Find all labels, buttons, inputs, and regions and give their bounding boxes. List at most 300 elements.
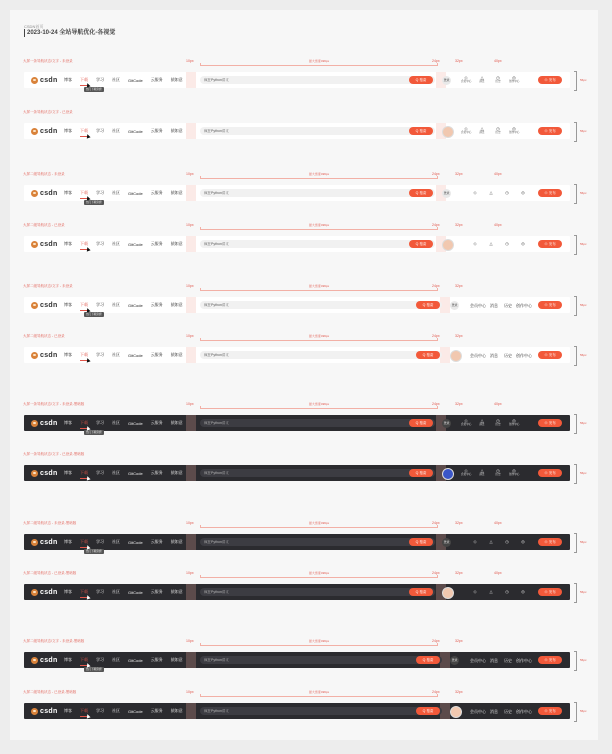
search-button[interactable]: Q 搜索	[409, 127, 433, 135]
nav-item-5[interactable]: 云服务	[150, 241, 163, 246]
nav-bar	[24, 297, 570, 313]
nav-item-6[interactable]: 猿如意	[170, 539, 183, 544]
diamond-icon[interactable]	[470, 539, 480, 549]
nav-item-3[interactable]: 社区	[112, 708, 120, 713]
measure-line	[200, 178, 438, 179]
search-input[interactable]	[200, 189, 435, 197]
bulb-icon[interactable]	[518, 589, 528, 599]
nav-item-6[interactable]: 猿如意	[170, 657, 183, 662]
nav-item-5[interactable]: 云服务	[150, 470, 163, 475]
logo-text: csdn	[40, 588, 58, 596]
measure-tick	[437, 694, 438, 697]
bell-icon-glyph: △	[489, 190, 493, 195]
nav-bar	[24, 652, 570, 668]
search-button[interactable]: Q 搜索	[416, 707, 440, 715]
download-tooltip: 热门下载资源	[86, 313, 102, 316]
bulb-icon[interactable]	[509, 75, 519, 85]
search-button[interactable]: Q 搜索	[409, 419, 433, 427]
avatar[interactable]	[442, 239, 454, 251]
search-placeholder: 疯狂Python讲义	[204, 471, 229, 475]
bell-icon[interactable]	[486, 539, 496, 549]
publish-button[interactable]: ⊕ 发布	[538, 76, 562, 84]
search-button[interactable]: Q 搜索	[409, 189, 433, 197]
bulb-icon[interactable]	[518, 190, 528, 200]
nav-text-link-3[interactable]: 创作中心	[516, 709, 532, 714]
measure-tick	[437, 525, 438, 528]
nav-item-1[interactable]: 下载	[80, 420, 88, 425]
bell-icon-glyph: △	[480, 418, 484, 423]
search-input[interactable]	[200, 469, 435, 477]
main-nav	[64, 584, 183, 600]
publish-button[interactable]: ⊕ 发布	[538, 301, 562, 309]
nav-item-4[interactable]: GitCode	[128, 539, 143, 545]
icon-label: 历史	[495, 423, 501, 426]
publish-button[interactable]: ⊕ 发布	[538, 419, 562, 427]
nav-item-5[interactable]: 云服务	[150, 77, 163, 82]
search-button[interactable]: Q 搜索	[416, 656, 440, 664]
search-input[interactable]	[200, 538, 435, 546]
nav-item-3[interactable]: 社区	[112, 589, 120, 594]
diamond-icon[interactable]	[461, 468, 471, 478]
main-nav	[64, 297, 183, 313]
bell-icon[interactable]	[477, 75, 487, 85]
publish-button[interactable]: ⊕ 发布	[538, 240, 562, 248]
variant-label: 大屏二级导航状态 - 已登录-黑暗版	[23, 690, 77, 694]
nav-item-0[interactable]: 博客	[64, 77, 72, 82]
spacing-marker	[186, 534, 196, 550]
search-placeholder: 疯狂Python讲义	[204, 353, 229, 357]
clock-icon[interactable]	[502, 539, 512, 549]
measure-text: 最大宽度496px	[308, 402, 330, 406]
csdn-logo[interactable]	[31, 189, 58, 197]
nav-item-5[interactable]: 云服务	[150, 589, 163, 594]
logo-icon	[31, 352, 38, 359]
measure-24: 24px	[432, 172, 440, 176]
nav-item-6[interactable]: 猿如意	[170, 352, 183, 357]
nav-item-5[interactable]: 云服务	[150, 539, 163, 544]
nav-item-1[interactable]: 下载	[80, 352, 88, 357]
nav-text-link-2[interactable]: 历史	[504, 353, 512, 358]
nav-item-1[interactable]: 下载	[80, 589, 88, 594]
measure-tick	[200, 643, 201, 646]
height-label: 56px	[580, 658, 587, 662]
nav-item-4[interactable]: GitCode	[128, 77, 143, 83]
avatar[interactable]	[442, 126, 454, 138]
csdn-logo[interactable]	[31, 301, 58, 309]
measure-tick	[200, 575, 201, 578]
search-input[interactable]	[200, 127, 435, 135]
clock-icon-glyph: ◷	[505, 241, 509, 246]
publish-button[interactable]: ⊕ 发布	[538, 127, 562, 135]
nav-item-4[interactable]: GitCode	[128, 302, 143, 308]
logo-icon	[31, 420, 38, 427]
diamond-icon-glyph: ◇	[464, 75, 468, 80]
nav-item-6[interactable]: 猿如意	[170, 77, 183, 82]
clock-icon[interactable]	[493, 126, 503, 136]
measure-text: 最大宽度496px	[308, 521, 330, 525]
measure-24: 24px	[432, 59, 440, 63]
nav-item-6[interactable]: 猿如意	[170, 420, 183, 425]
diamond-icon[interactable]	[470, 589, 480, 599]
nav-item-1[interactable]: 下载	[80, 302, 88, 307]
nav-item-4[interactable]: GitCode	[128, 589, 143, 595]
nav-text-link-3[interactable]: 创作中心	[516, 303, 532, 308]
nav-item-0[interactable]: 博客	[64, 420, 72, 425]
logo-text: csdn	[40, 419, 58, 427]
measure-24: 24px	[432, 402, 440, 406]
diamond-icon[interactable]	[470, 190, 480, 200]
search-input[interactable]	[200, 351, 442, 359]
diamond-icon-glyph: ◇	[464, 126, 468, 131]
bulb-icon-glyph: ◎	[512, 126, 516, 131]
measure-line	[200, 65, 438, 66]
nav-item-1[interactable]: 下载	[80, 241, 88, 246]
logo-text: csdn	[40, 538, 58, 546]
nav-item-2[interactable]: 学习	[96, 589, 104, 594]
search-input[interactable]	[200, 240, 435, 248]
publish-button[interactable]: ⊕ 发布	[538, 351, 562, 359]
measure-tick	[437, 406, 438, 409]
logo-icon	[31, 302, 38, 309]
measure-32: 32px	[455, 172, 463, 176]
search-button[interactable]: Q 搜索	[409, 76, 433, 84]
logo-text: csdn	[40, 707, 58, 715]
nav-text-link-0[interactable]: 会员中心	[470, 658, 486, 663]
csdn-logo[interactable]	[31, 76, 58, 84]
bulb-icon[interactable]	[509, 468, 519, 478]
login-button[interactable]: 登录	[442, 538, 451, 547]
csdn-logo[interactable]	[31, 538, 58, 546]
csdn-logo[interactable]	[31, 707, 58, 715]
main-nav	[64, 185, 183, 201]
nav-bar	[24, 236, 570, 252]
nav-item-5[interactable]: 云服务	[150, 420, 163, 425]
nav-item-0[interactable]: 博客	[64, 539, 72, 544]
icon-label: 历史	[495, 80, 501, 83]
nav-item-2[interactable]: 学习	[96, 128, 104, 133]
nav-item-4[interactable]: GitCode	[128, 241, 143, 247]
bell-icon[interactable]	[477, 468, 487, 478]
measure-24: 24px	[432, 690, 440, 694]
nav-item-4[interactable]: GitCode	[128, 128, 143, 134]
nav-item-5[interactable]: 云服务	[150, 657, 163, 662]
clock-icon[interactable]	[493, 418, 503, 428]
nav-text-link-0[interactable]: 会员中心	[470, 709, 486, 714]
nav-text-link-2[interactable]: 历史	[504, 709, 512, 714]
diamond-icon[interactable]	[470, 241, 480, 251]
nav-item-2[interactable]: 学习	[96, 352, 104, 357]
logo-text: csdn	[40, 656, 58, 664]
nav-text-link-1[interactable]: 消息	[490, 353, 498, 358]
avatar[interactable]	[442, 468, 454, 480]
nav-text-link-3[interactable]: 创作中心	[516, 353, 532, 358]
search-width-measure	[200, 285, 438, 291]
height-label: 56px	[580, 78, 587, 82]
search-input[interactable]	[200, 76, 435, 84]
measure-tick	[437, 63, 438, 66]
measure-24: 24px	[432, 571, 440, 575]
nav-item-0[interactable]: 博客	[64, 657, 72, 662]
nav-item-5[interactable]: 云服务	[150, 302, 163, 307]
measure-line	[200, 408, 438, 409]
csdn-logo[interactable]	[31, 656, 58, 664]
nav-item-0[interactable]: 博客	[64, 128, 72, 133]
nav-item-2[interactable]: 学习	[96, 708, 104, 713]
search-width-measure	[200, 640, 438, 646]
search-input[interactable]	[200, 656, 442, 664]
bulb-icon[interactable]	[509, 418, 519, 428]
search-width-measure	[200, 60, 438, 66]
spacing-marker	[186, 415, 196, 431]
clock-icon[interactable]	[502, 190, 512, 200]
nav-item-3[interactable]: 社区	[112, 352, 120, 357]
icon-label: 历史	[495, 473, 501, 476]
search-button[interactable]: Q 搜索	[416, 301, 440, 309]
nav-item-6[interactable]: 猿如意	[170, 128, 183, 133]
variant-label: 大屏二级导航状态 - 已登录-黑暗版	[23, 571, 77, 575]
measure-tick	[200, 525, 201, 528]
nav-item-5[interactable]: 云服务	[150, 352, 163, 357]
measure-10-left: 10px	[186, 690, 194, 694]
avatar[interactable]	[450, 350, 462, 362]
measure-10-left: 10px	[186, 284, 194, 288]
nav-item-5[interactable]: 云服务	[150, 708, 163, 713]
logo-icon	[31, 657, 38, 664]
nav-item-2[interactable]: 学习	[96, 190, 104, 195]
diamond-icon[interactable]	[461, 126, 471, 136]
measure-line	[200, 340, 438, 341]
main-nav	[64, 703, 183, 719]
nav-item-1[interactable]: 下载	[80, 190, 88, 195]
measure-text: 最大宽度496px	[308, 59, 330, 63]
clock-icon-glyph: ◷	[505, 539, 509, 544]
nav-item-3[interactable]: 社区	[112, 128, 120, 133]
bell-icon[interactable]	[486, 241, 496, 251]
publish-button[interactable]: ⊕ 发布	[538, 707, 562, 715]
nav-item-6[interactable]: 猿如意	[170, 708, 183, 713]
nav-item-4[interactable]: GitCode	[128, 190, 143, 196]
logo-icon	[31, 128, 38, 135]
nav-item-3[interactable]: 社区	[112, 657, 120, 662]
nav-item-2[interactable]: 学习	[96, 302, 104, 307]
measure-10-left: 10px	[186, 521, 194, 525]
measure-tick	[437, 575, 438, 578]
nav-item-3[interactable]: 社区	[112, 470, 120, 475]
nav-item-6[interactable]: 猿如意	[170, 241, 183, 246]
measure-40: 40px	[494, 59, 502, 63]
bulb-icon-glyph: ◎	[512, 418, 516, 423]
nav-item-6[interactable]: 猿如意	[170, 470, 183, 475]
nav-item-1[interactable]: 下载	[80, 128, 88, 133]
nav-item-4[interactable]: GitCode	[128, 657, 143, 663]
diamond-icon-glyph: ◇	[473, 241, 477, 246]
measure-tick	[200, 338, 201, 341]
clock-icon[interactable]	[502, 589, 512, 599]
csdn-logo[interactable]	[31, 351, 58, 359]
nav-bar	[24, 584, 570, 600]
height-label: 56px	[580, 191, 587, 195]
nav-item-4[interactable]: GitCode	[128, 708, 143, 714]
nav-text-link-2[interactable]: 历史	[504, 303, 512, 308]
height-bracket	[574, 651, 577, 671]
diamond-icon-glyph: ◇	[464, 468, 468, 473]
spacing-marker	[186, 72, 196, 88]
bulb-icon[interactable]	[509, 126, 519, 136]
search-button[interactable]: Q 搜索	[409, 588, 433, 596]
icon-label: 消息	[479, 80, 485, 83]
nav-text-link-1[interactable]: 消息	[490, 303, 498, 308]
nav-text-link-3[interactable]: 创作中心	[516, 658, 532, 663]
nav-item-0[interactable]: 博客	[64, 190, 72, 195]
spacing-marker	[186, 652, 196, 668]
search-input[interactable]	[200, 419, 435, 427]
search-button[interactable]: Q 搜索	[409, 538, 433, 546]
login-button[interactable]: 登录	[450, 656, 459, 665]
nav-item-3[interactable]: 社区	[112, 420, 120, 425]
bell-icon[interactable]	[486, 190, 496, 200]
bulb-icon[interactable]	[518, 539, 528, 549]
diamond-icon[interactable]	[461, 418, 471, 428]
search-button[interactable]: Q 搜索	[416, 351, 440, 359]
variant-label: 大屏二级导航状态 - 已登录	[23, 334, 65, 338]
height-label: 56px	[580, 353, 587, 357]
csdn-logo[interactable]	[31, 127, 58, 135]
csdn-logo[interactable]	[31, 469, 58, 477]
variant-label: 大屏一条导航状态/文字 - 未登录-黑暗版	[23, 402, 85, 406]
nav-text-link-2[interactable]: 历史	[504, 658, 512, 663]
measure-10-left: 10px	[186, 571, 194, 575]
measure-32: 32px	[455, 223, 463, 227]
height-bracket	[574, 702, 577, 722]
nav-item-4[interactable]: GitCode	[128, 352, 143, 358]
nav-item-6[interactable]: 猿如意	[170, 190, 183, 195]
csdn-logo[interactable]	[31, 588, 58, 596]
icon-label: 会员中心	[461, 473, 472, 476]
nav-item-0[interactable]: 博客	[64, 470, 72, 475]
nav-text-link-0[interactable]: 会员中心	[470, 353, 486, 358]
nav-item-1[interactable]: 下载	[80, 657, 88, 662]
avatar[interactable]	[450, 706, 462, 718]
bell-icon[interactable]	[477, 126, 487, 136]
nav-item-1[interactable]: 下载	[80, 539, 88, 544]
bell-icon-glyph: △	[489, 589, 493, 594]
logo-icon	[31, 470, 38, 477]
bell-icon-glyph: △	[480, 126, 484, 131]
nav-item-5[interactable]: 云服务	[150, 190, 163, 195]
main-nav	[64, 652, 183, 668]
measure-24: 24px	[432, 521, 440, 525]
search-placeholder: 疯狂Python讲义	[204, 191, 229, 195]
publish-button[interactable]: ⊕ 发布	[538, 656, 562, 664]
nav-item-2[interactable]: 学习	[96, 77, 104, 82]
nav-item-3[interactable]: 社区	[112, 539, 120, 544]
icon-label: 会员中心	[461, 423, 472, 426]
nav-item-2[interactable]: 学习	[96, 657, 104, 662]
nav-item-3[interactable]: 社区	[112, 241, 120, 246]
login-button[interactable]: 登录	[450, 301, 459, 310]
search-input[interactable]	[200, 588, 435, 596]
nav-bar	[24, 534, 570, 550]
login-button[interactable]: 登录	[442, 189, 451, 198]
nav-item-0[interactable]: 博客	[64, 589, 72, 594]
bell-icon[interactable]	[486, 589, 496, 599]
height-bracket	[574, 533, 577, 553]
nav-item-6[interactable]: 猿如意	[170, 302, 183, 307]
nav-item-4[interactable]: GitCode	[128, 420, 143, 426]
nav-item-1[interactable]: 下载	[80, 470, 88, 475]
nav-item-1[interactable]: 下载	[80, 77, 88, 82]
nav-bar	[24, 465, 570, 481]
publish-button[interactable]: ⊕ 发布	[538, 469, 562, 477]
diamond-icon-glyph: ◇	[473, 589, 477, 594]
bell-icon[interactable]	[477, 418, 487, 428]
nav-item-3[interactable]: 社区	[112, 190, 120, 195]
search-button[interactable]: Q 搜索	[409, 469, 433, 477]
search-input[interactable]	[200, 707, 442, 715]
icon-label: 创作中心	[509, 473, 520, 476]
nav-item-4[interactable]: GitCode	[128, 470, 143, 476]
search-input[interactable]	[200, 301, 442, 309]
bulb-icon[interactable]	[518, 241, 528, 251]
nav-item-2[interactable]: 学习	[96, 241, 104, 246]
search-width-measure	[200, 522, 438, 528]
clock-icon[interactable]	[502, 241, 512, 251]
search-button[interactable]: Q 搜索	[409, 240, 433, 248]
nav-text-link-1[interactable]: 消息	[490, 709, 498, 714]
nav-item-3[interactable]: 社区	[112, 302, 120, 307]
clock-icon[interactable]	[493, 75, 503, 85]
nav-item-0[interactable]: 博客	[64, 708, 72, 713]
measure-10-left: 10px	[186, 172, 194, 176]
diamond-icon[interactable]	[461, 75, 471, 85]
nav-item-3[interactable]: 社区	[112, 77, 120, 82]
publish-button[interactable]: ⊕ 发布	[538, 538, 562, 546]
nav-item-2[interactable]: 学习	[96, 470, 104, 475]
nav-item-0[interactable]: 博客	[64, 302, 72, 307]
publish-button[interactable]: ⊕ 发布	[538, 189, 562, 197]
csdn-logo[interactable]	[31, 240, 58, 248]
login-button[interactable]: 登录	[442, 419, 451, 428]
csdn-logo[interactable]	[31, 419, 58, 427]
nav-bar	[24, 703, 570, 719]
logo-icon	[31, 190, 38, 197]
measure-tick	[200, 176, 201, 179]
measure-line	[200, 527, 438, 528]
publish-button[interactable]: ⊕ 发布	[538, 588, 562, 596]
height-bracket	[574, 122, 577, 142]
bulb-icon-glyph: ◎	[521, 190, 525, 195]
nav-item-1[interactable]: 下载	[80, 708, 88, 713]
nav-item-6[interactable]: 猿如意	[170, 589, 183, 594]
nav-item-2[interactable]: 学习	[96, 539, 104, 544]
measure-text: 最大宽度496px	[308, 639, 330, 643]
icon-label: 会员中心	[461, 131, 472, 134]
icon-label: 创作中心	[509, 423, 520, 426]
avatar[interactable]	[442, 587, 454, 599]
login-button[interactable]: 登录	[442, 76, 451, 85]
measure-tick	[437, 288, 438, 291]
nav-text-link-1[interactable]: 消息	[490, 658, 498, 663]
nav-text-link-0[interactable]: 会员中心	[470, 303, 486, 308]
search-width-measure	[200, 335, 438, 341]
search-placeholder: 疯狂Python讲义	[204, 129, 229, 133]
nav-item-0[interactable]: 博客	[64, 241, 72, 246]
nav-item-2[interactable]: 学习	[96, 420, 104, 425]
nav-item-0[interactable]: 博客	[64, 352, 72, 357]
bell-icon-glyph: △	[480, 468, 484, 473]
clock-icon[interactable]	[493, 468, 503, 478]
nav-item-5[interactable]: 云服务	[150, 128, 163, 133]
